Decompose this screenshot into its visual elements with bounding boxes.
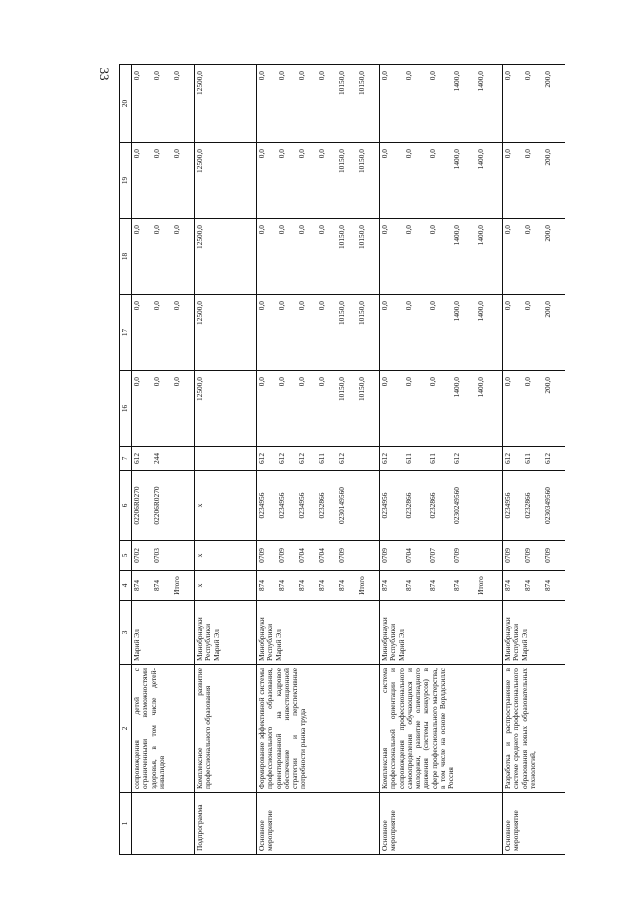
value-line: 0703 bbox=[152, 548, 161, 563]
amount-19-cell bbox=[503, 143, 566, 219]
value-line: 0,0 bbox=[132, 301, 141, 311]
table-row bbox=[503, 65, 566, 855]
value-line: 0,0 bbox=[297, 225, 306, 235]
value-line: 1400,0 bbox=[476, 149, 485, 170]
value-line: 10150,0 bbox=[357, 377, 366, 402]
value-line: 02206R0270 bbox=[132, 486, 141, 525]
value-line: 200,0 bbox=[543, 377, 552, 394]
value-line: 0232866 bbox=[428, 492, 437, 519]
col-header-7: 7 bbox=[120, 447, 132, 471]
value-line: 0232866 bbox=[523, 492, 532, 519]
value-line: 0234956 bbox=[257, 492, 266, 519]
amount-17-cell: 12500,0 bbox=[195, 295, 257, 371]
value-line: 0,0 bbox=[297, 377, 306, 387]
value-line: 0,0 bbox=[503, 149, 512, 159]
value-line: 0,0 bbox=[277, 225, 286, 235]
value-line: 0,0 bbox=[503, 377, 512, 387]
row-type-cell: Основное мероприятие bbox=[380, 793, 503, 855]
value-line: 612 bbox=[503, 452, 512, 465]
value-line bbox=[358, 474, 378, 537]
value-line: 0,0 bbox=[152, 377, 161, 387]
value-line: 611 bbox=[428, 453, 437, 464]
value-line: 1400,0 bbox=[452, 301, 461, 322]
row-executor: Минобрнауки Республики Марий Эл bbox=[257, 601, 380, 665]
amount-20-cell bbox=[380, 65, 503, 143]
value-line: 0230349560 bbox=[543, 487, 552, 524]
value-line: 0704 bbox=[297, 548, 306, 563]
value-line: 874 bbox=[380, 579, 389, 592]
value-line: 0,0 bbox=[428, 71, 437, 81]
value-line: 0,0 bbox=[380, 71, 389, 81]
value-line: 0,0 bbox=[503, 301, 512, 311]
col-header-16: 16 bbox=[120, 371, 132, 447]
value-line: 874 bbox=[452, 579, 461, 592]
value-line: 611 bbox=[317, 453, 326, 464]
value-line: 0,0 bbox=[132, 149, 141, 159]
page-number: 33 bbox=[97, 67, 112, 81]
value-line: 0230249560 bbox=[452, 487, 461, 524]
value-line: 0,0 bbox=[404, 149, 413, 159]
amount-16-cell bbox=[257, 371, 380, 447]
value-line: 0232866 bbox=[404, 492, 413, 519]
row-executor: Минобрнауки Республики Марий Эл bbox=[195, 601, 257, 665]
value-line: 0230149560 bbox=[337, 487, 346, 524]
row-description: Комплексная система профессиональной ориентации и сопровождения профессионального самоопределения обучающихся и молодежи, развитие олимпиадного движения (системы конкурсов) в сфере профессионального мастерства, в том числе на основе Ворлдскиллс Россия bbox=[380, 665, 503, 793]
amount-19-cell bbox=[380, 143, 503, 219]
value-line: 874 bbox=[277, 579, 286, 592]
kbk-grbs-cell bbox=[132, 571, 195, 601]
value-line: 0,0 bbox=[152, 301, 161, 311]
value-line bbox=[477, 474, 501, 537]
value-line: 0709 bbox=[543, 548, 552, 563]
kbk-article-cell bbox=[132, 471, 195, 541]
value-line: 611 bbox=[404, 453, 413, 464]
value-line: 0,0 bbox=[152, 225, 161, 235]
value-line: 10150,0 bbox=[337, 301, 346, 326]
col-header-6: 6 bbox=[120, 471, 132, 541]
amount-18-cell bbox=[132, 219, 195, 295]
value-line: 244 bbox=[152, 452, 161, 465]
kbk-type-cell bbox=[503, 447, 566, 471]
kbk-section-cell bbox=[380, 541, 503, 571]
value-line: 0,0 bbox=[132, 225, 141, 235]
value-line: 0,0 bbox=[428, 301, 437, 311]
value-line: 200,0 bbox=[543, 149, 552, 166]
value-line: 0709 bbox=[277, 548, 286, 563]
value-line: 0,0 bbox=[404, 71, 413, 81]
value-line: 0709 bbox=[257, 548, 266, 563]
value-line: 10150,0 bbox=[357, 149, 366, 174]
amount-19-cell bbox=[132, 143, 195, 219]
table-row bbox=[380, 65, 503, 855]
kbk-section-cell bbox=[132, 541, 195, 571]
value-line: 874 bbox=[337, 579, 346, 592]
value-line: 0,0 bbox=[523, 225, 532, 235]
amount-16-cell bbox=[380, 371, 503, 447]
kbk-type-cell bbox=[132, 447, 195, 471]
value-line: 874 bbox=[543, 579, 552, 592]
value-line bbox=[477, 544, 501, 567]
value-line: 1400,0 bbox=[476, 301, 485, 322]
value-line: 0,0 bbox=[317, 149, 326, 159]
value-line: 874 bbox=[503, 579, 512, 592]
amount-16-cell bbox=[503, 371, 566, 447]
row-type-cell: Основное мероприятие bbox=[503, 793, 566, 855]
value-line: 10150,0 bbox=[337, 377, 346, 402]
value-line bbox=[173, 450, 193, 467]
value-line: 1400,0 bbox=[476, 71, 485, 92]
kbk-section-cell bbox=[257, 541, 380, 571]
value-line: 0,0 bbox=[172, 377, 181, 387]
col-header-17: 17 bbox=[120, 295, 132, 371]
value-line: 0234956 bbox=[297, 492, 306, 519]
value-line: 200,0 bbox=[543, 301, 552, 318]
value-line: 0,0 bbox=[523, 301, 532, 311]
value-line: 10150,0 bbox=[337, 71, 346, 96]
value-line: 0,0 bbox=[172, 149, 181, 159]
col-header-20: 20 bbox=[120, 65, 132, 143]
amount-16-cell bbox=[132, 371, 195, 447]
value-line: 0,0 bbox=[257, 71, 266, 81]
value-line: 0,0 bbox=[317, 301, 326, 311]
value-line: 0234956 bbox=[277, 492, 286, 519]
value-line: 0,0 bbox=[257, 377, 266, 387]
value-line: 0,0 bbox=[503, 71, 512, 81]
value-line: 0,0 bbox=[277, 71, 286, 81]
value-line: 0,0 bbox=[523, 149, 532, 159]
budget-table bbox=[119, 64, 565, 855]
kbk-section-cell bbox=[503, 541, 566, 571]
value-line: 0,0 bbox=[523, 377, 532, 387]
col-header-19: 19 bbox=[120, 143, 132, 219]
row-executor: Марий Эл bbox=[132, 601, 195, 665]
col-header-2: 2 bbox=[120, 665, 132, 793]
value-line: 612 bbox=[132, 452, 141, 465]
table-row bbox=[257, 65, 380, 855]
kbk-section-cell: x bbox=[195, 541, 257, 571]
row-executor: Минобрнауки Республики Марий Эл bbox=[503, 601, 566, 665]
value-line: 0709 bbox=[380, 548, 389, 563]
col-header-4: 4 bbox=[120, 571, 132, 601]
value-line: 1400,0 bbox=[452, 225, 461, 246]
value-line: 0,0 bbox=[404, 377, 413, 387]
value-line: 0234956 bbox=[380, 492, 389, 519]
amount-17-cell bbox=[380, 295, 503, 371]
value-line: 0,0 bbox=[297, 301, 306, 311]
value-line: 0707 bbox=[428, 548, 437, 563]
value-line: 0,0 bbox=[428, 225, 437, 235]
value-line: 874 bbox=[317, 579, 326, 592]
value-line: 612 bbox=[452, 452, 461, 465]
kbk-article-cell: x bbox=[195, 471, 257, 541]
table-row bbox=[132, 65, 195, 855]
col-header-3: 3 bbox=[120, 601, 132, 665]
value-line bbox=[173, 474, 193, 537]
value-line: 612 bbox=[543, 452, 552, 465]
value-line: 1400,0 bbox=[476, 377, 485, 398]
kbk-grbs-cell bbox=[503, 571, 566, 601]
header-row bbox=[120, 65, 132, 855]
row-description: Комплексное развитие профессионального образования bbox=[195, 665, 257, 793]
value-line: 0,0 bbox=[132, 71, 141, 81]
amount-18-cell bbox=[257, 219, 380, 295]
value-line: 10150,0 bbox=[337, 149, 346, 174]
value-line: 0,0 bbox=[380, 377, 389, 387]
value-line: 874 bbox=[523, 579, 532, 592]
amount-20-cell bbox=[257, 65, 380, 143]
value-line: 874 bbox=[297, 579, 306, 592]
kbk-article-cell bbox=[380, 471, 503, 541]
value-line: 874 bbox=[428, 579, 437, 592]
value-line: 0,0 bbox=[172, 301, 181, 311]
value-line: 1400,0 bbox=[452, 71, 461, 92]
value-line: 02206R0270 bbox=[152, 486, 161, 525]
value-line: 200,0 bbox=[543, 225, 552, 242]
rotated-budget-table bbox=[119, 65, 639, 855]
row-executor: Минобрнауки Республики Марий Эл bbox=[380, 601, 503, 665]
col-header-1: 1 bbox=[120, 793, 132, 855]
value-line: 0702 bbox=[132, 548, 141, 563]
value-line: 1400,0 bbox=[452, 377, 461, 398]
value-line: 0234956 bbox=[503, 492, 512, 519]
kbk-grbs-cell bbox=[257, 571, 380, 601]
row-type-cell: Основное мероприятие bbox=[257, 793, 380, 855]
value-line: 0,0 bbox=[277, 149, 286, 159]
value-line: 10150,0 bbox=[357, 71, 366, 96]
amount-20-cell bbox=[503, 65, 566, 143]
col-header-18: 18 bbox=[120, 219, 132, 295]
kbk-type-cell bbox=[257, 447, 380, 471]
amount-17-cell bbox=[503, 295, 566, 371]
value-line: 0,0 bbox=[317, 377, 326, 387]
value-line: 0,0 bbox=[277, 377, 286, 387]
value-line: 612 bbox=[337, 452, 346, 465]
value-line bbox=[358, 450, 378, 467]
value-line: 874 bbox=[132, 579, 141, 592]
kbk-grbs-cell: x bbox=[195, 571, 257, 601]
value-line: 0,0 bbox=[380, 149, 389, 159]
value-line bbox=[477, 450, 501, 467]
value-line: 612 bbox=[297, 452, 306, 465]
value-line: 0,0 bbox=[428, 149, 437, 159]
amount-19-cell bbox=[257, 143, 380, 219]
value-line: 0,0 bbox=[317, 225, 326, 235]
value-line: 0709 bbox=[337, 548, 346, 563]
value-line: Итого bbox=[357, 576, 366, 595]
amount-18-cell bbox=[503, 219, 566, 295]
row-type-cell bbox=[132, 793, 195, 855]
value-line: 10150,0 bbox=[357, 225, 366, 250]
row-description: сопровождения детей с ограниченными возможностями здоровья, в том числе детей-инвалидов bbox=[132, 665, 195, 793]
kbk-article-cell bbox=[503, 471, 566, 541]
value-line: 0,0 bbox=[523, 71, 532, 81]
value-line: 0,0 bbox=[152, 71, 161, 81]
value-line: 10150,0 bbox=[337, 225, 346, 250]
value-line: 0,0 bbox=[404, 301, 413, 311]
value-line: 0704 bbox=[317, 548, 326, 563]
col-header-5: 5 bbox=[120, 541, 132, 571]
amount-18-cell: 12500,0 bbox=[195, 219, 257, 295]
amount-20-cell: 12500,0 bbox=[195, 65, 257, 143]
value-line: 0709 bbox=[452, 548, 461, 563]
value-line: 0,0 bbox=[297, 71, 306, 81]
kbk-type-cell bbox=[195, 447, 257, 471]
value-line: 0,0 bbox=[380, 225, 389, 235]
amount-17-cell bbox=[257, 295, 380, 371]
value-line: 10150,0 bbox=[357, 301, 366, 326]
row-description: Разработка и распространение в системе среднего профессионального образования новых образовательных технологий, bbox=[503, 665, 566, 793]
value-line: 0,0 bbox=[257, 149, 266, 159]
value-line: Итого bbox=[476, 576, 485, 595]
value-line: 0,0 bbox=[172, 71, 181, 81]
value-line: 874 bbox=[404, 579, 413, 592]
amount-17-cell bbox=[132, 295, 195, 371]
amount-20-cell bbox=[132, 65, 195, 143]
value-line: 611 bbox=[523, 453, 532, 464]
value-line: 874 bbox=[257, 579, 266, 592]
value-line: 0,0 bbox=[380, 301, 389, 311]
value-line bbox=[358, 544, 378, 567]
amount-18-cell bbox=[380, 219, 503, 295]
value-line: 0,0 bbox=[257, 225, 266, 235]
value-line: 0,0 bbox=[152, 149, 161, 159]
value-line: 0,0 bbox=[297, 149, 306, 159]
value-line: 0232866 bbox=[317, 492, 326, 519]
value-line: 612 bbox=[277, 452, 286, 465]
value-line: 874 bbox=[152, 579, 161, 592]
amount-16-cell: 12500,0 bbox=[195, 371, 257, 447]
row-description: Формирование эффективной системы профессионального образования, ориентированной на кадровое обеспечение инвестиционной стратегии и перспективные потребности рынка труда bbox=[257, 665, 380, 793]
value-line: 0,0 bbox=[257, 301, 266, 311]
table-row bbox=[195, 65, 257, 855]
kbk-type-cell bbox=[380, 447, 503, 471]
value-line: Итого bbox=[172, 576, 181, 595]
row-type-cell: Подпрограмма bbox=[195, 793, 257, 855]
value-line: 612 bbox=[257, 452, 266, 465]
amount-19-cell: 12500,0 bbox=[195, 143, 257, 219]
value-line: 1400,0 bbox=[476, 225, 485, 246]
kbk-grbs-cell bbox=[380, 571, 503, 601]
value-line bbox=[173, 544, 193, 567]
value-line: 0709 bbox=[503, 548, 512, 563]
value-line: 0,0 bbox=[317, 71, 326, 81]
value-line: 0,0 bbox=[428, 377, 437, 387]
value-line: 1400,0 bbox=[452, 149, 461, 170]
value-line: 0,0 bbox=[503, 225, 512, 235]
value-line: 200,0 bbox=[543, 71, 552, 88]
value-line: 0,0 bbox=[404, 225, 413, 235]
value-line: 0,0 bbox=[132, 377, 141, 387]
value-line: 0709 bbox=[523, 548, 532, 563]
value-line: 0,0 bbox=[277, 301, 286, 311]
value-line: 0704 bbox=[404, 548, 413, 563]
value-line: 0,0 bbox=[172, 225, 181, 235]
value-line: 612 bbox=[380, 452, 389, 465]
kbk-article-cell bbox=[257, 471, 380, 541]
